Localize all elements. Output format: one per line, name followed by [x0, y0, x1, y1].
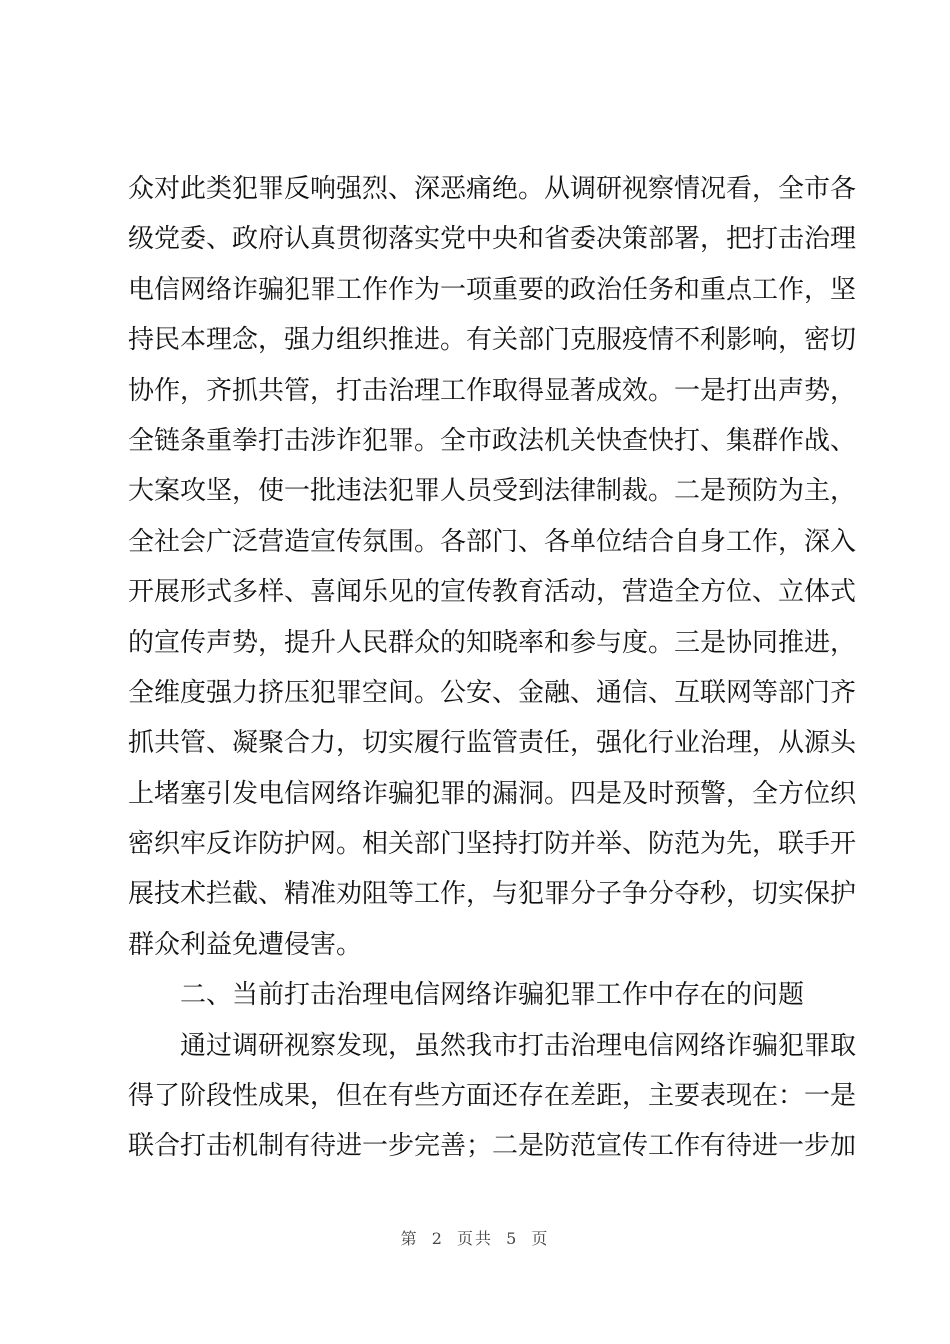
- total-page-number: 5: [506, 1229, 519, 1248]
- page-footer: [0, 1226, 950, 1249]
- footer-prefix: 第: [400, 1229, 419, 1248]
- current-page-number: 2: [431, 1229, 444, 1248]
- paragraph-line: 得了阶段性成果，但在有些方面还存在差距，主要表现在：一是: [128, 1081, 857, 1112]
- paragraph-line: 展技术拦截、精准劝阻等工作，与犯罪分子争分夺秒，切实保护: [128, 879, 857, 910]
- paragraph-line: 通过调研视察发现，虽然我市打击治理电信网络诈骗犯罪取: [180, 1030, 857, 1061]
- paragraph-line: 大案攻坚，使一批违法犯罪人员受到法律制裁。二是预防为主，: [128, 476, 857, 507]
- paragraph-line: 密织牢反诈防护网。相关部门坚持打防并举、防范为先，联手开: [128, 829, 857, 860]
- paragraph-line: 上堵塞引发电信网络诈骗犯罪的漏洞。四是及时预警，全方位织: [128, 778, 857, 809]
- paragraph-line: 电信网络诈骗犯罪工作作为一项重要的政治任务和重点工作，坚: [128, 274, 857, 305]
- footer-suffix: 页: [531, 1229, 550, 1248]
- footer-middle: 页共: [456, 1229, 493, 1248]
- paragraph-line: 全维度强力挤压犯罪空间。公安、金融、通信、互联网等部门齐: [128, 677, 857, 708]
- paragraph-line: 群众利益免遭侵害。: [128, 929, 363, 960]
- paragraph-line: 的宣传声势，提升人民群众的知晓率和参与度。三是协同推进，: [128, 627, 857, 658]
- document-body: [128, 164, 857, 1172]
- paragraph-line: 全社会广泛营造宣传氛围。各部门、各单位结合自身工作，深入: [128, 526, 857, 557]
- section-heading: 二、当前打击治理电信网络诈骗犯罪工作中存在的问题: [180, 980, 805, 1011]
- paragraph-line: 持民本理念，强力组织推进。有关部门克服疫情不利影响，密切: [128, 325, 857, 356]
- paragraph-2: [128, 1021, 857, 1172]
- paragraph-line: 抓共管、凝聚合力，切实履行监管责任，强化行业治理，从源头: [128, 728, 857, 759]
- paragraph-1: [128, 164, 857, 970]
- paragraph-line: 全链条重拳打击涉诈犯罪。全市政法机关快查快打、集群作战、: [128, 425, 857, 456]
- paragraph-line: 开展形式多样、喜闻乐见的宣传教育活动，营造全方位、立体式: [128, 577, 857, 608]
- paragraph-line: 级党委、政府认真贯彻落实党中央和省委决策部署，把打击治理: [128, 224, 857, 255]
- paragraph-line: 联合打击机制有待进一步完善；二是防范宣传工作有待进一步加: [128, 1131, 857, 1162]
- paragraph-line: 协作，齐抓共管，打击治理工作取得显著成效。一是打出声势，: [128, 375, 857, 406]
- paragraph-line: 众对此类犯罪反响强烈、深恶痛绝。从调研视察情况看，全市各: [128, 174, 857, 204]
